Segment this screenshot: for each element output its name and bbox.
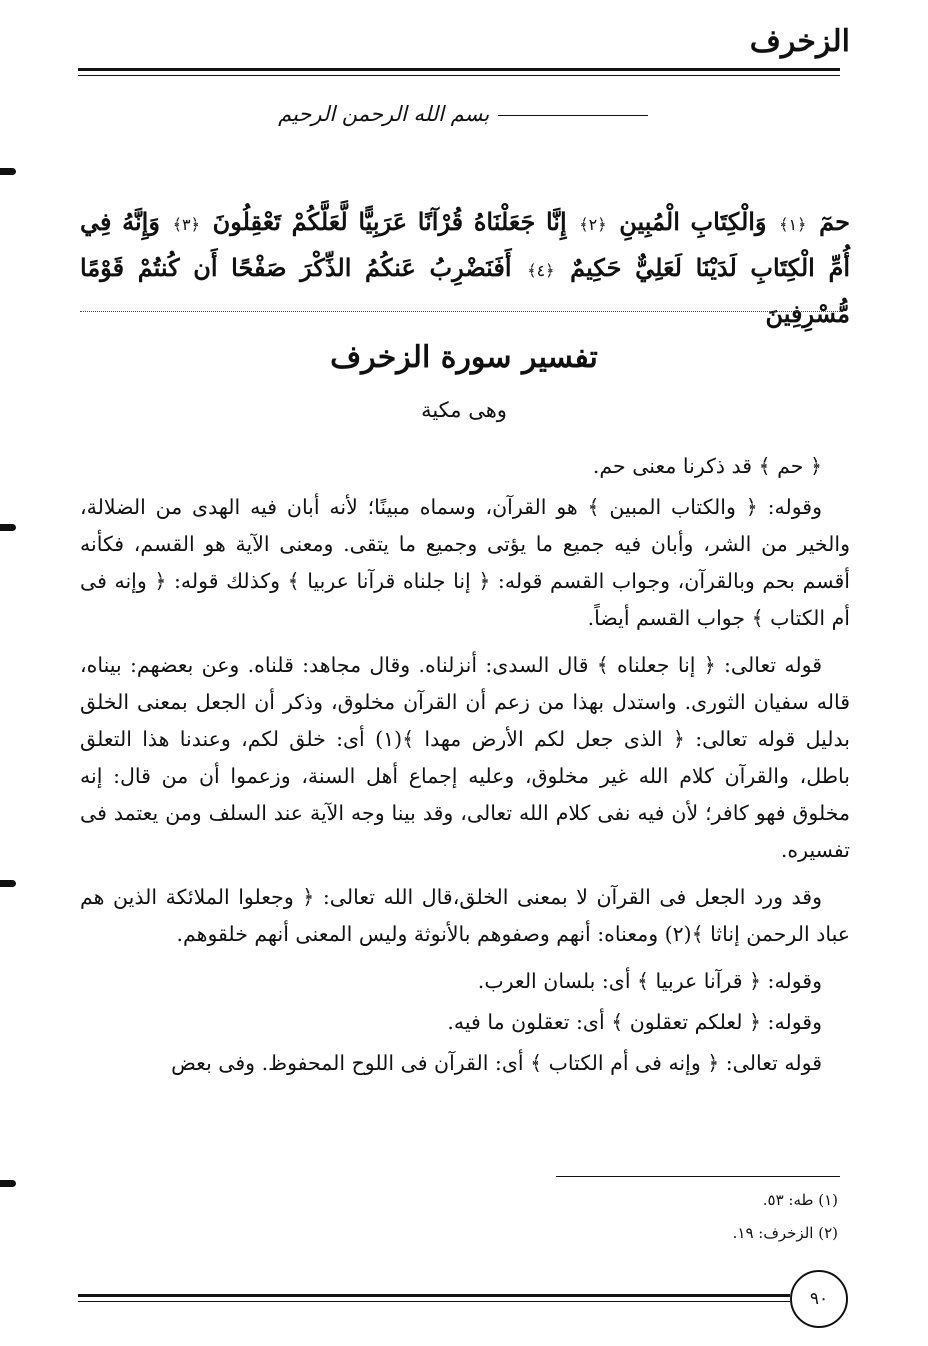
tafsir-body bbox=[80, 448, 850, 1092]
paragraph: قوله تعالى: ﴿ إنا جعلناه ﴾ قال السدى: أنزلناه. وقال مجاهد: قلناه. وعن بعضهم: بيناه، قاله سفيان الثورى. واستدل بهذا من زعم أن القرآن مخلوق، وذكر أن الجعل بمعنى الخلق بدليل قوله تعالى: ﴿ الذى جعل لكم الأرض مهدا ﴾(١) أى: خلق لكم، وعندنا هذا التعلق باطل، والقرآن كلام الله غير مخلوق، وعليه إجماع أهل السنة، وزعموا أن من قال: إنه مخلوق فهو كافر؛ لأن فيه نفى كلام الله تعالى، وقد بينا وجه الآية عند السلف ومن يعتمد فى تفسيره. bbox=[80, 653, 850, 862]
paragraph: وقوله: ﴿ قرآنا عربيا ﴾ أى: بلسان العرب. bbox=[477, 969, 822, 993]
ayah-number-marker: ﴿١﴾ bbox=[779, 215, 807, 234]
verse-text: أُمِّ الْكِتَابِ لَدَيْنَا لَعَلِيٌّ حَكِيمٌ bbox=[556, 253, 850, 282]
ayah-number-marker: ﴿٤﴾ bbox=[527, 261, 555, 280]
scan-edge-mark bbox=[0, 1180, 16, 1187]
paragraph: ﴿ حم ﴾ قد ذكرنا معنى حم. bbox=[592, 454, 822, 478]
footnote: (٢) الزخرف: ١٩. bbox=[732, 1224, 838, 1242]
verses-separator bbox=[80, 311, 840, 312]
verse-line bbox=[80, 246, 850, 335]
quran-verses bbox=[80, 200, 850, 335]
paragraph: وقد ورد الجعل فى القرآن لا بمعنى الخلق،قال الله تعالى: ﴿ وجعلوا الملائكة الذين هم عباد الرحمن إناثا ﴾(٢) ومعناه: أنهم وصفوهم بالأنوثة وليس المعنى أنهم خلقوهم. bbox=[80, 885, 850, 946]
scan-edge-mark bbox=[0, 880, 16, 887]
paragraph: وقوله: ﴿ والكتاب المبين ﴾ هو القرآن، وسماه مبينًا؛ لأنه أبان فيه الهدى من الضلالة، والخير من الشر، وأبان فيه جميع ما يؤتى وجميع ما يتقى. ومعنى الآية هو القسم، فكأنه أقسم بحم وبالقرآن، وجواب القسم قوله: ﴿ إنا جلناه قرآنا عربيا ﴾ وكذلك قوله: ﴿ وإنه فى أم الكتاب ﴾ جواب القسم أيضاً. bbox=[80, 495, 850, 630]
ayah-number-marker: ﴿٢﴾ bbox=[579, 215, 607, 234]
verse-text: وَإِنَّهُ فِي bbox=[80, 207, 171, 236]
scan-edge-mark bbox=[0, 168, 16, 175]
header-rule-thick bbox=[78, 68, 840, 71]
verse-text: حمٓ bbox=[808, 207, 850, 236]
verse-text: وَالْكِتَابِ الْمُبِينِ bbox=[608, 207, 778, 236]
footer-rule-thick bbox=[78, 1294, 790, 1297]
tafsir-title: تفسير سورة الزخرف bbox=[330, 340, 598, 375]
verse-line bbox=[80, 200, 850, 246]
header-rule-thin bbox=[78, 75, 840, 76]
tafsir-subtitle: وهى مكية bbox=[421, 398, 507, 422]
footer-rule-thin bbox=[78, 1301, 790, 1302]
basmala-line bbox=[498, 115, 648, 116]
verse-text: إِنَّا جَعَلْنَاهُ قُرْآنًا عَرَبِيًّا لَّعَلَّكُمْ تَعْقِلُونَ bbox=[201, 207, 578, 236]
ayah-number-marker: ﴿٣﴾ bbox=[172, 215, 200, 234]
footnote: (١) طه: ٥٣. bbox=[762, 1191, 838, 1209]
paragraph: قوله تعالى: ﴿ وإنه فى أم الكتاب ﴾ أى: القرآن فى اللوح المحفوظ. وفى بعض bbox=[171, 1051, 822, 1075]
basmala-text: بسم الله الرحمن الرحيم bbox=[278, 102, 490, 126]
verse-text: أَفَنَضْرِبُ عَنكُمُ الذِّكْرَ صَفْحًا أَن كُنتُمْ قَوْمًا مُّسْرِفِينَ bbox=[80, 253, 850, 328]
footnotes bbox=[438, 1184, 838, 1250]
scan-edge-mark bbox=[0, 524, 16, 531]
running-header-surah-name: الزخرف bbox=[749, 24, 850, 59]
page-number-badge: ٩٠ bbox=[790, 1270, 848, 1328]
footnote-rule bbox=[556, 1176, 840, 1177]
paragraph: وقوله: ﴿ لعلكم تعقلون ﴾ أى: تعقلون ما فيه. bbox=[447, 1010, 822, 1034]
basmala bbox=[0, 102, 928, 126]
